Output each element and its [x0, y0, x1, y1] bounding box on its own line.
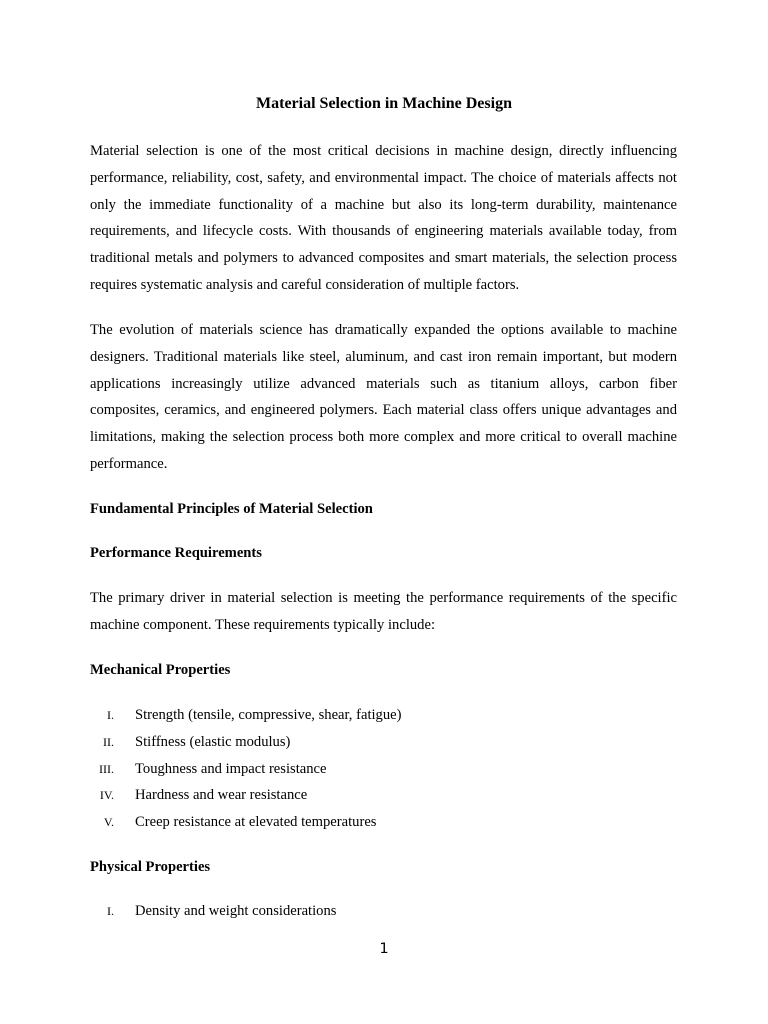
document-title: Material Selection in Machine Design: [256, 95, 512, 112]
physical-properties-heading: Physical Properties: [90, 859, 211, 875]
mechanical-properties-heading: Mechanical Properties: [90, 662, 231, 678]
intro-paragraph: Material selection is one of the most critical decisions in machine design, directly influencing performance, reliability, cost, safety, and environmental impact. The choice of materials affects not only the immediate functionality of a machine but also its long-term durability, maintenance requirements, and lifecycle costs. With thousands of engineering materials available today, from traditional metals and polymers to advanced composites and smart materials, the selection process requires systematic analysis and careful consideration of multiple factors.: [90, 143, 677, 293]
mechanical-properties-list: [90, 702, 677, 836]
list-item-number: V.: [103, 815, 114, 830]
list-item-text: Creep resistance at elevated temperatures: [135, 814, 377, 831]
page-number: 1: [379, 940, 389, 957]
physical-properties-list: [90, 898, 677, 925]
list-item-number: IV.: [99, 788, 114, 803]
list-item: [90, 898, 677, 925]
list-item-number: III.: [99, 761, 114, 776]
list-item-text: Hardness and wear resistance: [135, 787, 308, 804]
list-item-number: I.: [107, 904, 114, 918]
subsection-heading: Performance Requirements: [90, 545, 262, 561]
list-item-number: I.: [107, 708, 114, 722]
list-item: [90, 809, 677, 836]
list-item-text: Toughness and impact resistance: [135, 760, 327, 777]
list-item-text: Density and weight considerations: [135, 903, 337, 919]
section-heading: Fundamental Principles of Material Selection: [90, 501, 373, 517]
list-item: [90, 702, 677, 729]
list-item-text: Strength (tensile, compressive, shear, fatigue): [135, 707, 402, 723]
requirements-paragraph: The primary driver in material selection is meeting the performance requirements of the specific machine component. These requirements typically include:: [90, 590, 677, 633]
list-item-number: II.: [103, 734, 114, 749]
list-item: [90, 782, 677, 809]
list-item: [90, 756, 677, 783]
evolution-paragraph: The evolution of materials science has dramatically expanded the options available to machine designers. Traditional materials like steel, aluminum, and cast iron remain important, but modern applications increasingly utilize advanced materials such as titanium alloys, carbon fiber composites, ceramics, and engineered polymers. Each material class offers unique advantages and limitations, making the selection process both more complex and more critical to overall machine performance.: [90, 322, 677, 472]
list-item: [90, 729, 677, 756]
list-item-text: Stiffness (elastic modulus): [135, 733, 291, 750]
